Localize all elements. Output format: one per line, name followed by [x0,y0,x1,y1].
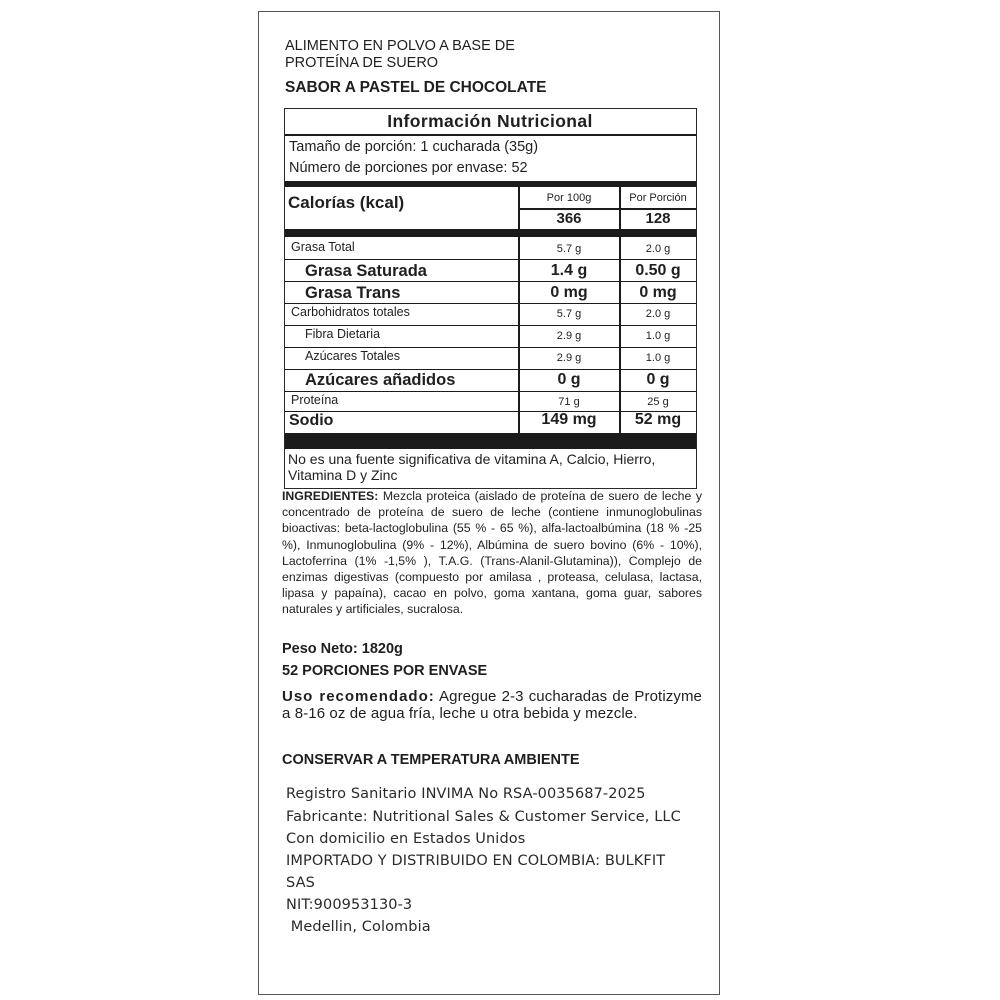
calories-label: Calorías (kcal) [288,193,405,212]
value-100g: 149 mg [541,411,597,428]
value-portion: 25 g [647,396,669,408]
value-portion: 1.0 g [645,352,671,364]
value-100g: 1.4 g [550,262,588,279]
value-100g: 2.9 g [556,352,582,364]
usage-paragraph [282,689,702,722]
divider [285,134,696,136]
nutrient-label-saturated-fat: Grasa Saturada [305,262,427,280]
storage-instructions: CONSERVAR A TEMPERATURA AMBIENTE [282,752,580,768]
col-header-100g: Por 100g [546,192,592,204]
registry-line: NIT:900953130-3 [286,897,413,913]
value-portion: 2.0 g [645,243,671,255]
usage-text: Agregue 2-3 cucharadas de Protizyme a 8-16 oz de agua fría, leche u otra bebida y mezcle. [282,688,702,722]
nutrient-label-total-fat: Grasa Total [291,240,355,254]
product-flavor: SABOR A PASTEL DE CHOCOLATE [285,79,547,96]
row-divider [285,391,696,392]
row-divider [285,281,696,282]
registry-line: IMPORTADO Y DISTRIBUIDO EN COLOMBIA: BULKFIT [286,853,666,869]
row-divider [285,347,696,348]
value-portion: 0 g [646,371,670,388]
registry-line: Con domicilio en Estados Unidos [286,831,526,847]
registry-line: Registro Sanitario INVIMA No RSA-0035687-2025 [286,786,646,802]
value-100g: 5.7 g [556,243,582,255]
product-type-line-1: ALIMENTO EN POLVO A BASE DE [285,38,515,54]
thick-divider [285,229,696,237]
registry-line: Fabricante: Nutritional Sales & Customer Service, LLC [286,809,681,825]
value-100g: 5.7 g [556,308,582,320]
value-100g: 71 g [558,396,580,408]
nutrient-label-trans-fat: Grasa Trans [305,284,401,302]
nutrient-label-protein: Proteína [291,393,339,407]
row-divider [285,325,696,326]
row-divider [285,303,696,304]
value-portion: 0 mg [639,284,677,301]
row-divider [285,259,696,260]
calories-per-portion: 128 [645,210,671,227]
nutrition-title: Información Nutricional [387,111,593,131]
nutrient-label-carbohydrates: Carbohidratos totales [291,305,410,319]
usage-label: Uso recomendado: [282,688,435,705]
row-divider [285,369,696,370]
value-portion: 0.50 g [635,262,681,279]
value-portion: 1.0 g [645,330,671,342]
value-portion: 52 mg [634,411,682,428]
nutrition-facts-panel [284,108,697,489]
calories-per-100g: 366 [556,210,582,227]
nutrient-label-added-sugars: Azúcares añadidos [305,371,456,389]
net-weight: Peso Neto: 1820g [282,641,403,657]
nutrition-footnote: No es una fuente significativa de vitamina A, Calcio, Hierro, Vitamina D y Zinc [288,451,656,483]
value-portion: 2.0 g [645,308,671,320]
ingredients-label: INGREDIENTES: [282,489,379,503]
nutrient-label-sodium: Sodio [289,412,334,429]
nutrient-label-total-sugars: Azúcares Totales [305,349,400,363]
value-100g: 0 g [557,371,581,388]
product-type-line-2: PROTEÍNA DE SUERO [285,55,439,71]
thick-divider [285,181,696,187]
serving-size: Tamaño de porción: 1 cucharada (35g) [289,139,539,155]
registry-line: SAS [286,875,315,891]
portions-per-container: 52 PORCIONES POR ENVASE [282,663,488,679]
registry-line: Medellin, Colombia [286,919,431,935]
servings-per-container: Número de porciones por envase: 52 [289,160,528,176]
value-100g: 0 mg [550,284,588,301]
col-header-portion: Por Porción [629,192,687,204]
ingredients-paragraph [282,488,702,618]
nutrient-label-fiber: Fibra Dietaria [305,327,381,341]
ingredients-text: Mezcla proteica (aislado de proteína de suero de leche y concentrado de proteína de suero de leche (contiene inmunoglobulinas bioactivas: beta-lactoglobulina (55 % - 65 %), alfa-lactoalbúmina (18 % -25 %), Inmunoglobulina (9% - 12%), Albúmina de suero bovino (6% - 10%), Lactoferrina (1% -1,5% ), T.A.G. (Trans-Alanil-Glutamina)), Complejo de enzimas digestivas (compuesto por amilasa , proteasa, celulasa, lactasa, lipasa y papaína), cacao en polvo, goma xantana, goma guar, sabores naturales y artificiales, sucralosa. [282,489,702,617]
product-label [258,11,720,995]
thick-divider [285,433,696,449]
value-100g: 2.9 g [556,330,582,342]
